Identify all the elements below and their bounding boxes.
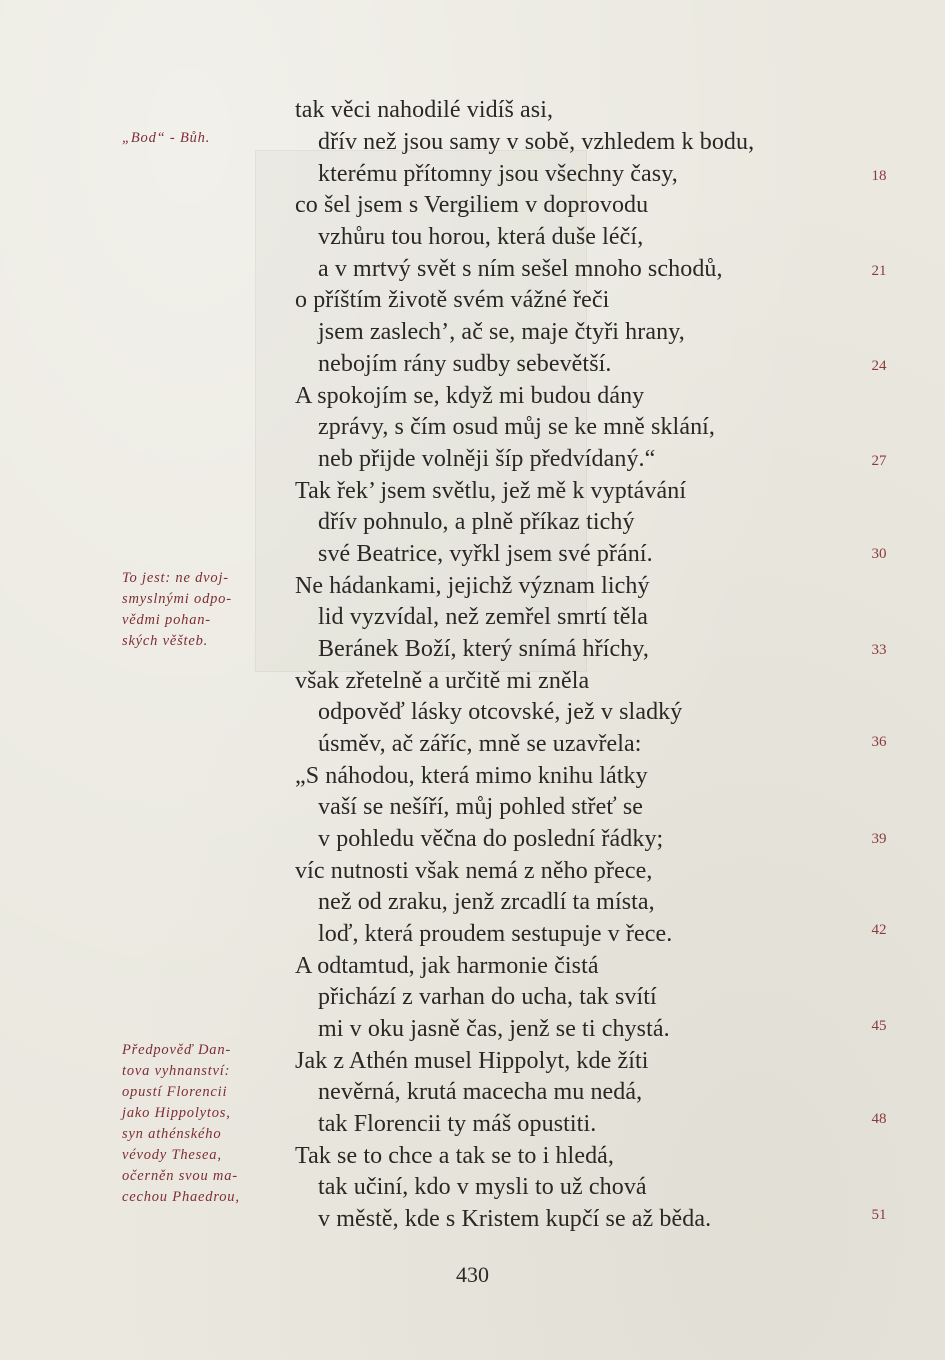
verse-line: Tak se to chce a tak se to i hledá, [295, 1143, 615, 1169]
margin-note-line: očerněn svou ma- [122, 1168, 238, 1184]
margin-note-bod-buh [122, 128, 272, 149]
margin-note-line: opustí Florencii [122, 1084, 228, 1100]
line-number: 33 [871, 642, 887, 658]
verse-line: tak učiní, kdo v mysli to už chová [318, 1174, 647, 1200]
margin-note-line: vévody Thesea, [122, 1147, 222, 1163]
verse-line: přichází z varhan do ucha, tak svítí [318, 984, 657, 1010]
verse-line: víc nutnosti však nemá z něho přece, [295, 858, 653, 884]
verse-line: odpověď lásky otcovské, jež v sladký [318, 699, 683, 725]
margin-note-line: smyslnými odpo- [122, 591, 232, 607]
verse-line: nebojím rány sudby sebevětší. [318, 351, 612, 377]
margin-note-line: ských věšteb. [122, 633, 209, 649]
verse-line: A spokojím se, když mi budou dány [295, 383, 645, 409]
verse-line: loď, která proudem sestupuje v řece. [318, 921, 673, 947]
verse-line: v městě, kde s Kristem kupčí se až běda. [318, 1206, 712, 1232]
verse-line: vaší se nešíří, můj pohled střeť se [318, 794, 644, 820]
line-number: 42 [871, 922, 887, 938]
line-number: 48 [871, 1111, 887, 1127]
verse-line: mi v oku jasně čas, jenž se ti chystá. [318, 1016, 670, 1042]
verse-line: kterému přítomny jsou všechny časy, [318, 161, 678, 187]
line-number: 27 [871, 453, 887, 469]
verse-line: úsměv, ač záříc, mně se uzavřela: [318, 731, 642, 757]
verse-line: v pohledu věčna do poslední řádky; [318, 826, 664, 852]
line-number: 18 [871, 168, 887, 184]
verse-line: lid vyzvídal, než zemřel smrtí těla [318, 604, 649, 630]
verse-line: však zřetelně a určitě mi zněla [295, 668, 590, 694]
margin-note-line: jako Hippolytos, [122, 1105, 231, 1121]
line-number: 30 [871, 546, 887, 562]
verse-line: vzhůru tou horou, která duše léčí, [318, 224, 644, 250]
verse-line: jsem zaslech’, ač se, maje čtyři hrany, [318, 319, 685, 345]
verse-line: Ne hádankami, jejichž význam lichý [295, 573, 650, 599]
margin-note-exile-prophecy [122, 1040, 272, 1208]
margin-note-line: vědmi pohan- [122, 612, 211, 628]
verse-line: zprávy, s čím osud můj se ke mně sklání, [318, 414, 716, 440]
line-number: 24 [871, 358, 887, 374]
verse-line: tak věci nahodilé vidíš asi, [295, 97, 554, 123]
page-number: 430 [456, 1262, 489, 1287]
verse-line: Jak z Athén musel Hippolyt, kde žíti [295, 1048, 649, 1074]
verse-line: co šel jsem s Vergiliem v doprovodu [295, 192, 649, 218]
margin-note-line: syn athénského [122, 1126, 222, 1142]
line-number: 39 [871, 831, 887, 847]
verse-line: Tak řek’ jsem světlu, jež mě k vyptávání [295, 478, 687, 504]
verse-line: své Beatrice, vyřkl jsem své přání. [318, 541, 653, 567]
verse-line: nevěrná, krutá macecha mu nedá, [318, 1079, 643, 1105]
verse-line: neb přijde volněji šíp předvídaný.“ [318, 446, 656, 472]
margin-note-line: „Bod“ - Bůh. [122, 130, 211, 146]
line-number: 21 [871, 263, 887, 279]
verse-line: o příštím životě svém vážné řeči [295, 287, 610, 313]
margin-note-line: tova vyhnanství: [122, 1063, 231, 1079]
verse-line: dřív než jsou samy v sobě, vzhledem k bodu, [318, 129, 755, 155]
verse-line: dřív pohnulo, a plně příkaz tichý [318, 509, 635, 535]
line-number: 51 [871, 1207, 887, 1223]
margin-note-line: Předpověď Dan- [122, 1042, 232, 1058]
verse-line: tak Florencii ty máš opustiti. [318, 1111, 597, 1137]
verse-line: A odtamtud, jak harmonie čistá [295, 953, 599, 979]
line-number: 36 [871, 734, 887, 750]
verse-line: „S náhodou, která mimo knihu látky [295, 763, 648, 789]
margin-note-line: cechou Phaedrou, [122, 1189, 240, 1205]
verse-line: a v mrtvý svět s ním sešel mnoho schodů, [318, 256, 723, 282]
margin-note-oracles [122, 568, 272, 652]
verse-line: než od zraku, jenž zrcadlí ta místa, [318, 889, 655, 915]
margin-note-line: To jest: ne dvoj- [122, 570, 229, 586]
verse-line: Beránek Boží, který snímá hříchy, [318, 636, 649, 662]
line-number: 45 [871, 1018, 887, 1034]
